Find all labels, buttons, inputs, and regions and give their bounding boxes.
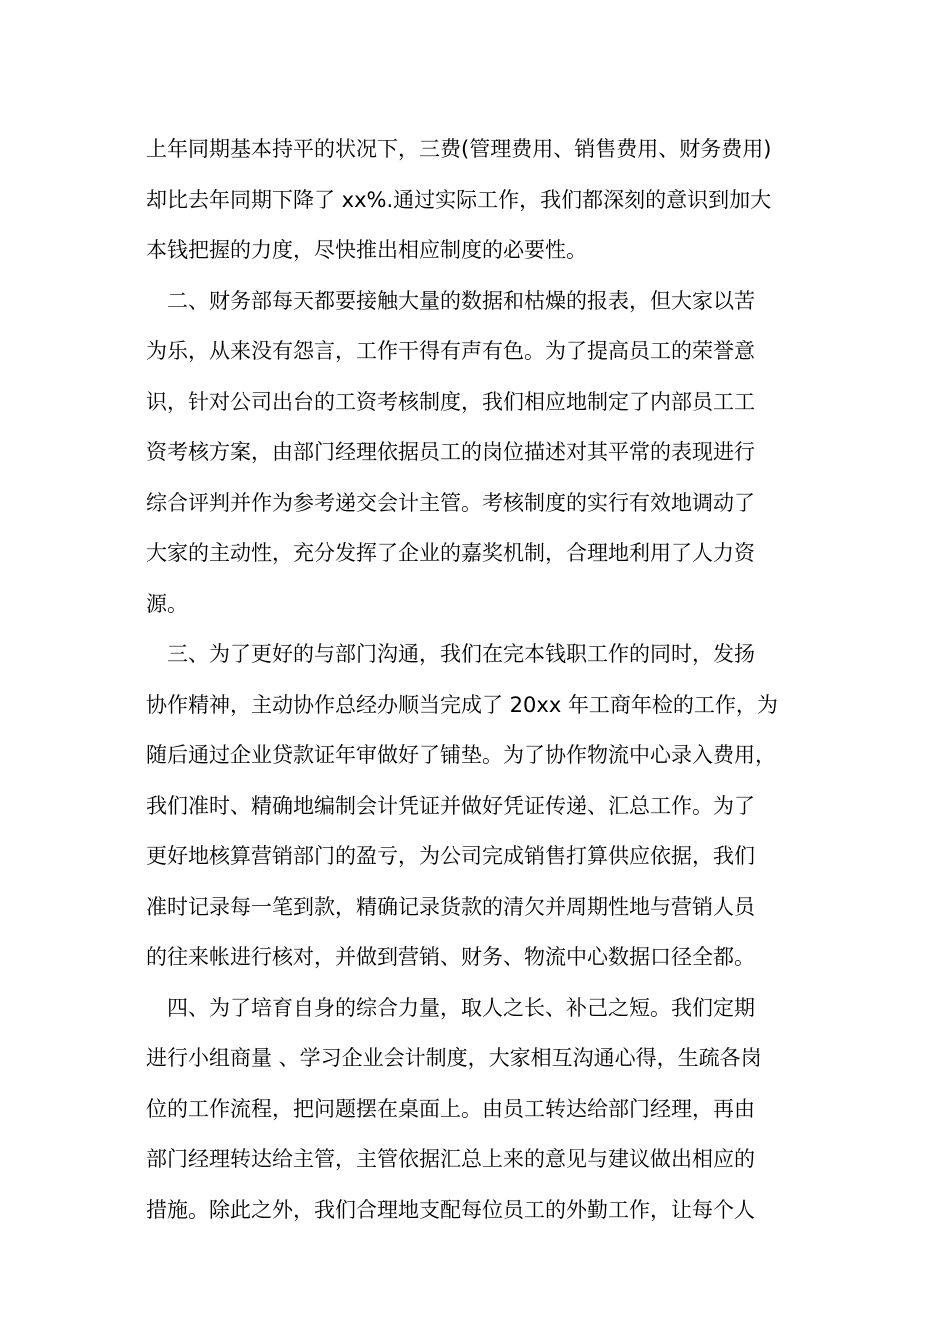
paragraph-4 <box>146 983 826 1236</box>
text-line: 却比去年同期下降了 xx%.通过实际工作，我们都深刻的意识到加大 <box>146 187 772 212</box>
text-line: 随后通过企业贷款证年审做好了铺垫。为了协作物流中心录入费用， <box>146 743 776 767</box>
text-line: 的往来帐进行核对，并做到营销、财务、物流中心数据口径全都。 <box>146 945 755 969</box>
paragraph-2 <box>146 276 826 630</box>
text-line: 为乐，从来没有怨言，工作干得有声有色。为了提高员工的荣誉意 <box>146 339 755 363</box>
text-line: 协作精神，主动协作总经办顺当完成了 20xx 年工商年检的工作，为 <box>146 692 778 717</box>
paragraph-1 <box>146 124 826 276</box>
paragraph-3 <box>146 629 826 983</box>
text-line: 位的工作流程，把问题摆在桌面上。由员工转达给部门经理，再由 <box>146 1096 755 1121</box>
text-line: 二、财务部每天都要接触大量的数据和枯燥的报表，但大家以苦 <box>167 288 755 313</box>
text-line: 措施。除此之外，我们合理地支配每位员工的外勤工作，让每个人 <box>146 1197 755 1222</box>
text-line: 大家的主动性，充分发挥了企业的嘉奖机制，合理地利用了人力资 <box>146 541 755 565</box>
text-line: 部门经理转达给主管，主管依据汇总上来的意见与建议做出相应的 <box>146 1147 755 1171</box>
text-line: 我们准时、精确地编制会计凭证并做好凭证传递、汇总工作。为了 <box>146 793 755 818</box>
text-line: 四、为了培育自身的综合力量，取人之长、补己之短。我们定期 <box>167 995 755 1020</box>
text-line: 准时记录每一笔到款，精确记录货款的清欠并周期性地与营销人员 <box>146 894 755 919</box>
text-line: 源。 <box>146 591 188 616</box>
text-line: 三、为了更好的与部门沟通，我们在完本钱职工作的同时，发扬 <box>167 642 755 666</box>
text-line: 识，针对公司出台的工资考核制度，我们相应地制定了内部员工工 <box>146 389 755 414</box>
text-line: 本钱把握的力度，尽快推出相应制度的必要性。 <box>146 238 587 262</box>
text-line: 进行小组商量 、学习企业会计制度，大家相互沟通心得，生疏各岗 <box>146 1046 762 1070</box>
text-line: 上年同期基本持平的状况下，三费(管理费用、销售费用、财务费用) <box>146 137 772 161</box>
text-line: 更好地核算营销部门的盈亏，为公司完成销售打算供应依据，我们 <box>146 844 755 868</box>
text-line: 资考核方案，由部门经理依据员工的岗位描述对其平常的表现进行 <box>146 440 755 464</box>
text-line: 综合评判并作为参考递交会计主管。考核制度的实行有效地调动了 <box>146 490 755 515</box>
document-body <box>146 124 826 1235</box>
